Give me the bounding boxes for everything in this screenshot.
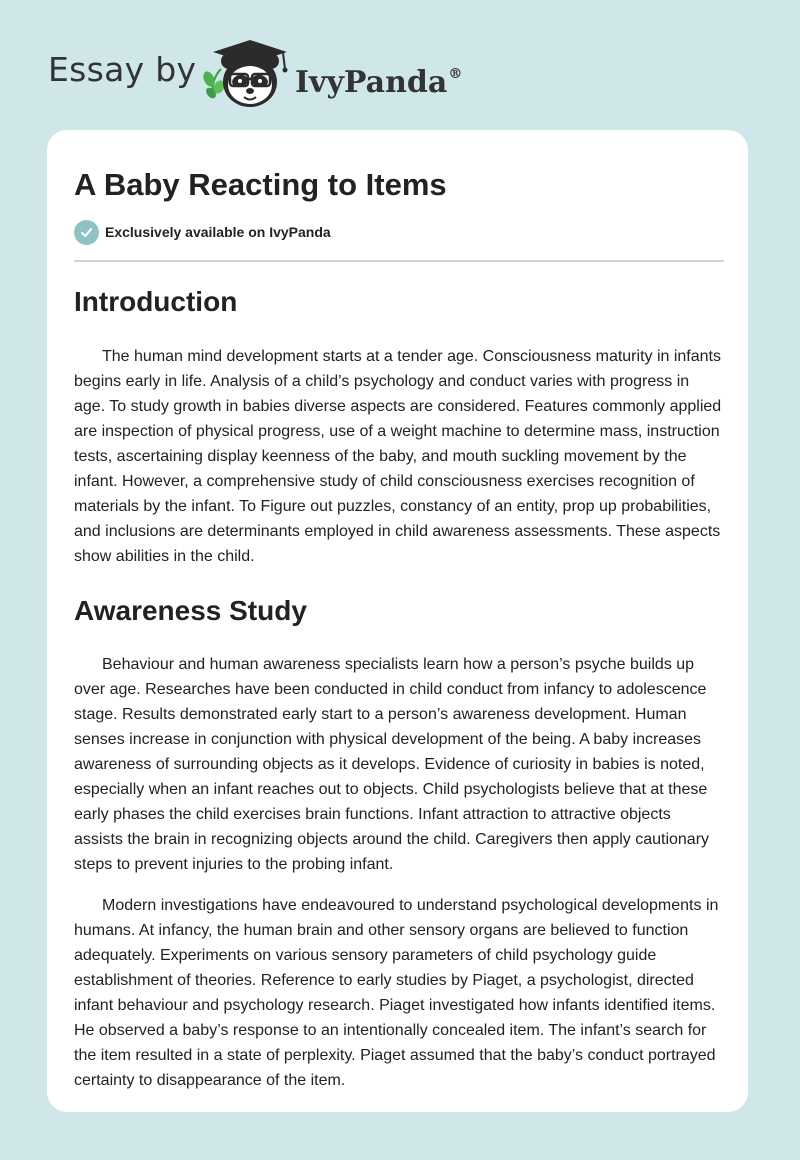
title-divider [74,260,724,262]
exclusive-badge [74,219,724,245]
brand-name-text: IvyPanda [295,65,448,100]
exclusive-badge-text: Exclusively available on IvyPanda [105,224,331,240]
essay-card [47,130,748,1112]
paragraph-introduction-1: The human mind development starts at a tender age. Consciousness maturity in infants begins early in life. Analysis of a child’s psychology and conduct varies with progress in age. To study growth in babies diverse aspects are considered. Features commonly applied are inspection of physical progress, use of a weight machine to determine mass, instruction tests, ascertaining display keenness of the baby, and mouth suckling movement by the infant. However, a comprehensive study of child consciousness exercises recognition of materials by the infant. To Figure out puzzles, constancy of an entity, prop up probabilities, and inclusions are determinants employed in child awareness assessments. These aspects show abilities in the child. [74,348,722,565]
essay-content [74,130,724,1093]
registered-mark: ® [448,66,463,82]
panda-graduate-logo-icon[interactable] [199,35,295,110]
brand-prefix: Essay by [48,50,197,89]
section-heading-introduction: Introduction [74,286,238,317]
page-title: A Baby Reacting to Items [74,167,447,202]
section-heading-awareness-study: Awareness Study [74,595,307,626]
paragraph-awareness-1: Behaviour and human awareness specialists learn how a person’s psyche builds up over age. Researches have been conducted in child conduct from infancy to adolescence stage. Results demonstrated early start to a person’s awareness development. Human senses increase in conjunction with physical development of the being. A baby increases awareness of surrounding objects as it develops. Evidence of curiosity in babies is noted, especially when an infant reaches out to objects. Child psychologists believe that at these early phases the child exercises brain functions. Infant attraction to attractive objects assists the brain in recognizing objects around the child. Caregivers then apply cautionary steps to prevent injuries to the probing infant. [74,656,710,873]
paragraph-awareness-2: Modern investigations have endeavoured to understand psychological developments in humans. At infancy, the human brain and other sensory organs are believed to function adequately. Experiments on various sensory parameters of child psychology guide establishment of theories. Reference to early studies by Piaget, a psychologist, directed infant behaviour and psychology research. Piaget investigated how infants identified items. He observed a baby’s response to an intentionally concealed item. The infant’s search for the item resulted in a state of perplexity. Piaget assumed that the baby’s conduct portrayed certainty to disappearance of the item. [74,897,719,1089]
site-header [0,0,800,130]
brand-name[interactable] [295,52,462,105]
check-icon [74,220,99,245]
